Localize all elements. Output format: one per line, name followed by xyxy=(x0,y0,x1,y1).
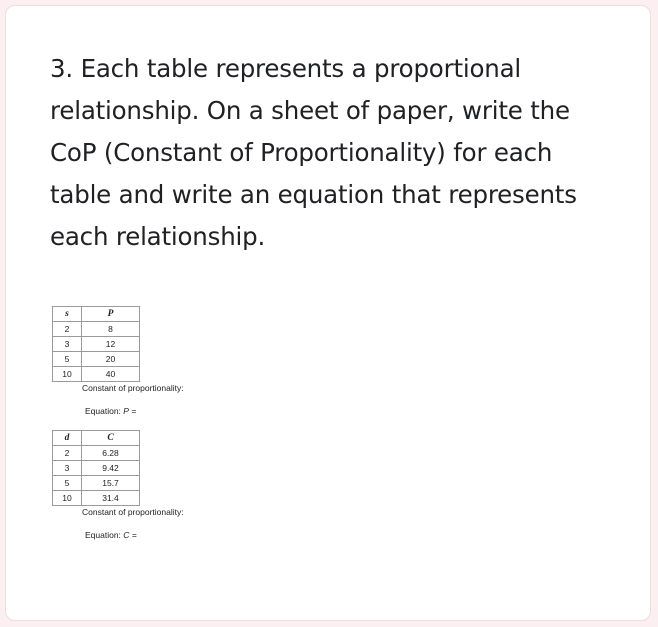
table-header-row xyxy=(53,431,140,446)
table-cell: 20 xyxy=(82,352,140,367)
equation-variable: C xyxy=(123,530,130,540)
table-header: s xyxy=(53,307,82,322)
proportion-table-1 xyxy=(52,306,140,382)
cop-caption: Constant of proportionality: xyxy=(82,507,184,517)
table-cell: 40 xyxy=(82,367,140,382)
table-cell: 31.4 xyxy=(82,491,140,506)
table-cell: 9.42 xyxy=(82,461,140,476)
question-line: table and write an equation that represents xyxy=(50,180,577,209)
question-text xyxy=(50,48,630,258)
equation-sign: = xyxy=(131,530,137,540)
table-cell: 12 xyxy=(82,337,140,352)
table-row xyxy=(53,476,140,491)
question-line: each relationship. xyxy=(50,222,266,251)
table-header: P xyxy=(82,307,140,322)
proportion-table-2 xyxy=(52,430,140,506)
table-cell: 6.28 xyxy=(82,446,140,461)
table-cell: 8 xyxy=(82,322,140,337)
table-header-row xyxy=(53,307,140,322)
table-cell: 2 xyxy=(53,322,82,337)
cop-caption: Constant of proportionality: xyxy=(82,383,184,393)
table-cell: 10 xyxy=(53,491,82,506)
question-line: relationship. On a sheet of paper, write the xyxy=(50,96,570,125)
equation-line xyxy=(85,530,184,540)
table-row xyxy=(53,322,140,337)
table-cell: 5 xyxy=(53,352,82,367)
table-cell: 10 xyxy=(53,367,82,382)
table-cell: 3 xyxy=(53,337,82,352)
table-cell: 5 xyxy=(53,476,82,491)
table-block-2 xyxy=(52,430,184,540)
table-row xyxy=(53,367,140,382)
table-row xyxy=(53,461,140,476)
table-row xyxy=(53,446,140,461)
table-header: d xyxy=(53,431,82,446)
table-cell: 15.7 xyxy=(82,476,140,491)
table-row xyxy=(53,337,140,352)
equation-sign: = xyxy=(131,406,137,416)
table-cell: 2 xyxy=(53,446,82,461)
equation-label: Equation: xyxy=(85,406,121,416)
question-line: CoP (Constant of Proportionality) for each xyxy=(50,138,553,167)
table-header: C xyxy=(82,431,140,446)
question-line: 3. Each table represents a proportional xyxy=(50,54,522,83)
table-row xyxy=(53,491,140,506)
table-block-1 xyxy=(52,306,184,416)
equation-label: Equation: xyxy=(85,530,121,540)
equation-line xyxy=(85,406,184,416)
table-row xyxy=(53,352,140,367)
table-cell: 3 xyxy=(53,461,82,476)
equation-variable: P xyxy=(123,406,129,416)
